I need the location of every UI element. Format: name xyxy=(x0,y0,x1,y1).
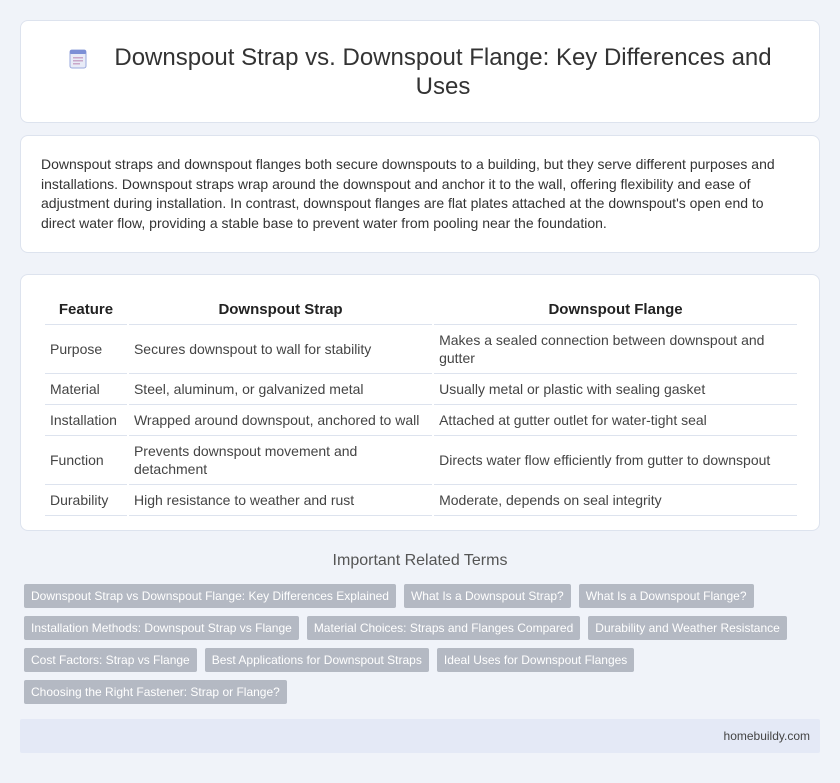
cell-flange: Usually metal or plastic with sealing gasket xyxy=(434,374,797,405)
footer xyxy=(20,719,820,753)
table-row xyxy=(45,485,797,516)
cell-feature: Function xyxy=(45,436,127,485)
title-row xyxy=(21,21,819,122)
related-term-tag[interactable]: Material Choices: Straps and Flanges Compared xyxy=(307,616,580,640)
intro-paragraph: Downspout straps and downspout flanges both secure downspouts to a building, but they serve different purposes and installations. Downspout straps wrap around the downspout and anchor it to the wall, offering flexibility and ease of adjustment during installation. In contrast, downspout flanges are flat plates attached at the downspout's open end to direct water flow, providing a stable base to prevent water from pooling near the foundation. xyxy=(41,156,775,231)
related-term-tag[interactable]: Best Applications for Downspout Straps xyxy=(205,648,429,672)
cell-feature: Purpose xyxy=(45,325,127,374)
table-header-row xyxy=(45,295,797,325)
header-flange: Downspout Flange xyxy=(434,295,797,325)
related-term-tag[interactable]: Installation Methods: Downspout Strap vs Flange xyxy=(24,616,299,640)
table-row xyxy=(45,405,797,436)
intro-card xyxy=(20,135,820,253)
header-feature: Feature xyxy=(45,295,127,325)
related-term-tag[interactable]: Downspout Strap vs Downspout Flange: Key Differences Explained xyxy=(24,584,396,608)
document-icon xyxy=(67,48,89,70)
cell-flange: Attached at gutter outlet for water-tight seal xyxy=(434,405,797,436)
cell-feature: Installation xyxy=(45,405,127,436)
related-terms-heading: Important Related Terms xyxy=(332,552,508,569)
table-row xyxy=(45,436,797,485)
table-row xyxy=(45,325,797,374)
title-card xyxy=(20,20,820,123)
cell-flange: Makes a sealed connection between downspout and gutter xyxy=(434,325,797,374)
footer-site-link[interactable]: homebuildy.com xyxy=(723,729,810,743)
page-title: Downspout Strap vs. Downspout Flange: Key Differences and Uses xyxy=(114,43,772,100)
related-term-tag[interactable]: What Is a Downspout Strap? xyxy=(404,584,571,608)
comparison-card xyxy=(20,274,820,531)
cell-strap: Steel, aluminum, or galvanized metal xyxy=(129,374,432,405)
related-term-tag[interactable]: Ideal Uses for Downspout Flanges xyxy=(437,648,634,672)
comparison-table xyxy=(43,295,799,516)
related-term-tag[interactable]: Choosing the Right Fastener: Strap or Flange? xyxy=(24,680,287,704)
related-term-tag[interactable]: What Is a Downspout Flange? xyxy=(579,584,754,608)
cell-strap: Secures downspout to wall for stability xyxy=(129,325,432,374)
related-term-tag[interactable]: Cost Factors: Strap vs Flange xyxy=(24,648,197,672)
cell-feature: Material xyxy=(45,374,127,405)
cell-flange: Moderate, depends on seal integrity xyxy=(434,485,797,516)
cell-feature: Durability xyxy=(45,485,127,516)
cell-strap: Wrapped around downspout, anchored to wall xyxy=(129,405,432,436)
related-term-tag[interactable]: Durability and Weather Resistance xyxy=(588,616,787,640)
related-terms-list xyxy=(24,584,804,704)
cell-flange: Directs water flow efficiently from gutter to downspout xyxy=(434,436,797,485)
table-row xyxy=(45,374,797,405)
header-strap: Downspout Strap xyxy=(129,295,432,325)
cell-strap: High resistance to weather and rust xyxy=(129,485,432,516)
cell-strap: Prevents downspout movement and detachment xyxy=(129,436,432,485)
